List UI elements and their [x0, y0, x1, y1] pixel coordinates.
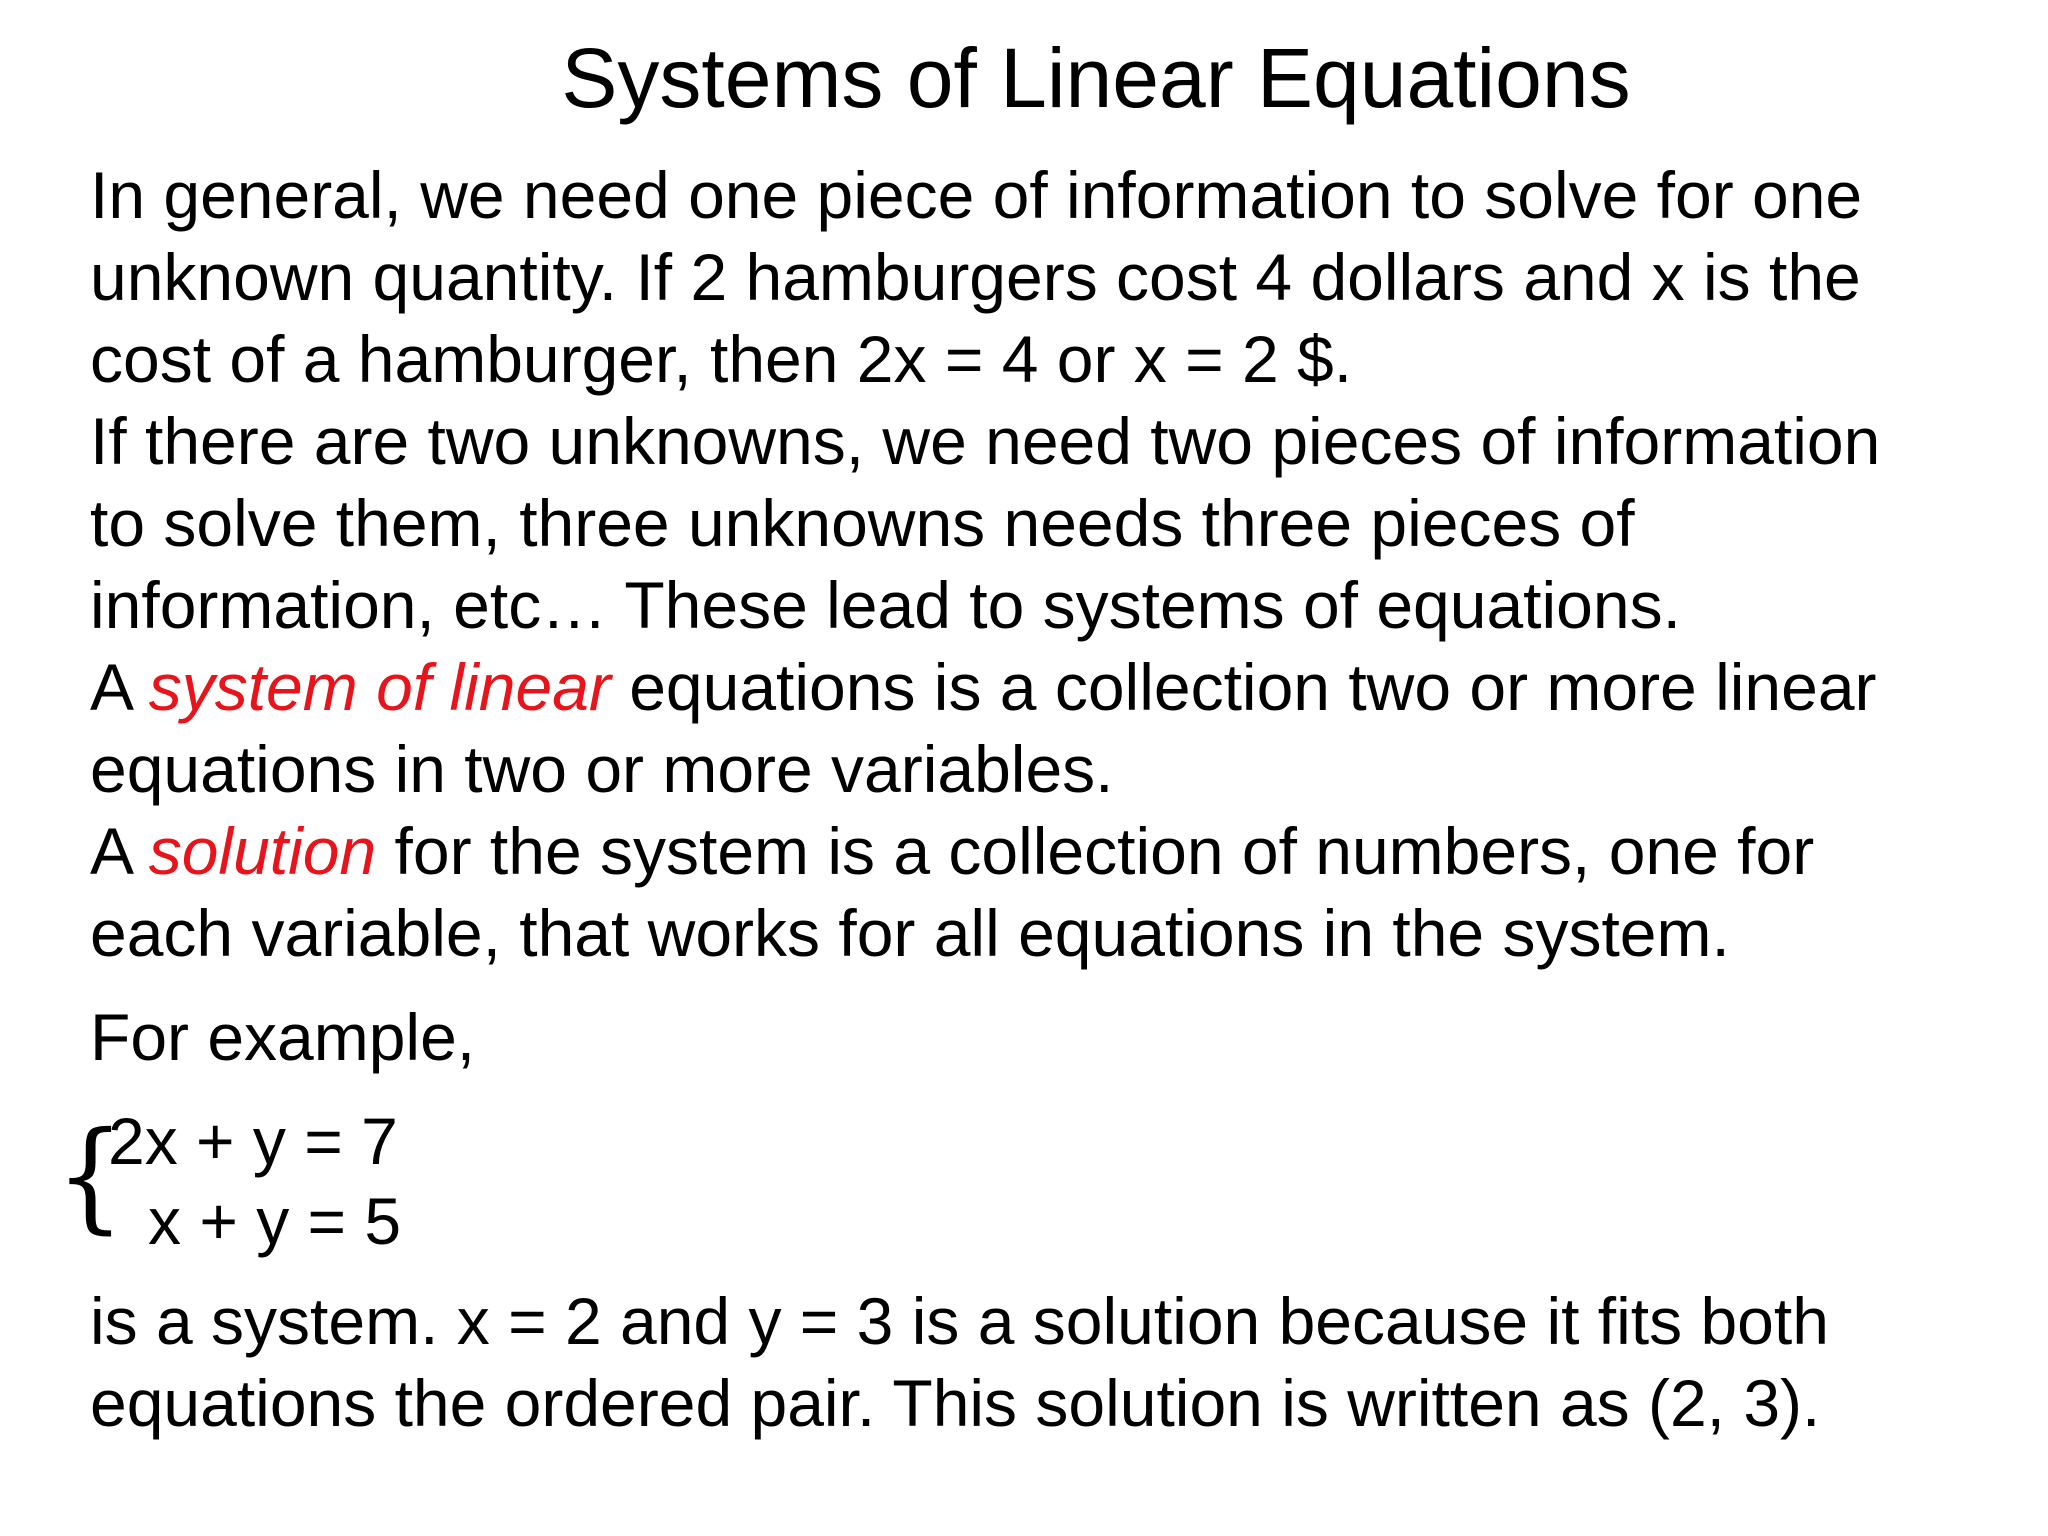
system-brace: {: [55, 1107, 125, 1246]
equation-1: 2x + y = 7: [108, 1104, 398, 1178]
example-intro: For example,: [90, 1000, 476, 1074]
paragraph-2-line-2: to solve them, three unknowns needs three pieces of: [90, 486, 1635, 560]
paragraph-1-line-3: cost of a hamburger, then 2x = 4 or x = 2 $.: [90, 322, 1353, 396]
definition-system-line-1: [90, 646, 1877, 728]
definition-solution-line-1: [90, 810, 1814, 892]
conclusion-line-1: is a system. x = 2 and y = 3 is a solution because it fits both: [90, 1284, 1829, 1358]
definition-solution-prefix: A: [90, 814, 149, 888]
conclusion-line-2: equations the ordered pair. This solution is written as (2, 3).: [90, 1366, 1821, 1440]
paragraph-2-line-1: If there are two unknowns, we need two pieces of information: [90, 404, 1881, 478]
definition-system-term: system of linear: [148, 650, 611, 724]
definition-system-rest: equations is a collection two or more linear: [610, 650, 1877, 724]
paragraph-2-line-3: information, etc… These lead to systems of equations.: [90, 568, 1681, 642]
paragraph-1-line-1: In general, we need one piece of information to solve for one: [90, 158, 1863, 232]
definition-solution-line-2: each variable, that works for all equations in the system.: [90, 896, 1730, 970]
definition-system-line-2: equations in two or more variables.: [90, 732, 1114, 806]
definition-system-prefix: A: [90, 650, 149, 724]
slide-title: Systems of Linear Equations: [561, 31, 1631, 125]
paragraph-1-line-2: unknown quantity. If 2 hamburgers cost 4 dollars and x is the: [90, 240, 1861, 314]
definition-solution-term: solution: [148, 814, 377, 888]
equation-2: x + y = 5: [148, 1184, 402, 1258]
definition-solution-rest: for the system is a collection of numbers, one for: [376, 814, 1815, 888]
